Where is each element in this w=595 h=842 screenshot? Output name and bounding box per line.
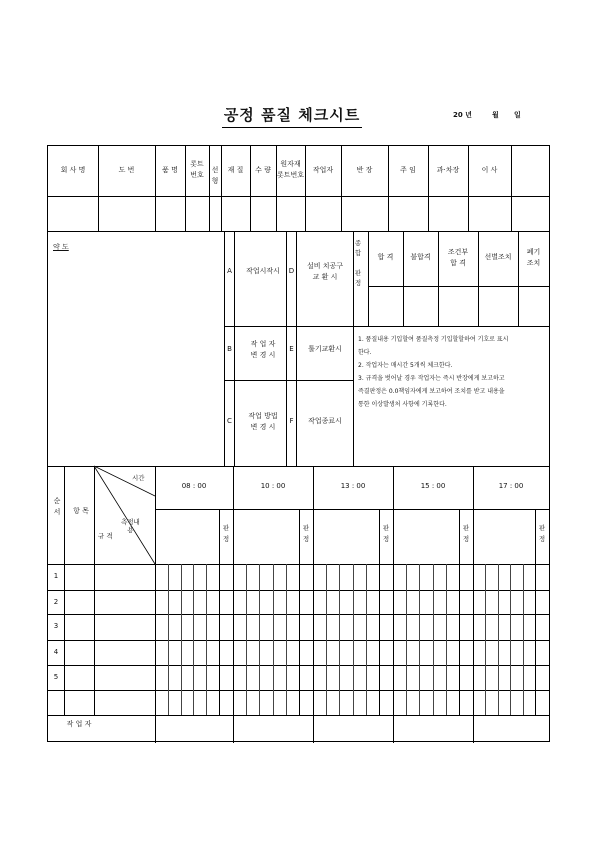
time-header-5: 17 : 00: [498, 482, 524, 490]
seq-label: 순 서: [53, 497, 61, 516]
judgement-4: 선별조치: [484, 253, 512, 261]
event-label-C: 작업 방법 변 경 시: [248, 412, 278, 431]
header-cell-10: 반 장: [356, 166, 373, 174]
event-code-F: F: [289, 417, 294, 425]
judgement-5: 폐기 조치: [526, 248, 541, 267]
judge-header-2: 판 정: [302, 524, 310, 543]
header-cell-11: 주 임: [400, 166, 416, 174]
event-code-D: D: [288, 267, 295, 275]
row-number-2: 2: [53, 598, 59, 606]
note-line-6: 통한 이상발생처 사항에 기록한다.: [358, 401, 447, 408]
header-cell-9: 작업자: [312, 166, 334, 174]
date-day: 일: [514, 111, 521, 119]
judge-header-5: 판 정: [538, 524, 546, 543]
header-cell-7: 수 량: [255, 166, 271, 174]
event-label-A: 작업시작시: [246, 267, 280, 275]
judgement-label: 종 합 판 정: [354, 239, 362, 287]
row-number-1: 1: [53, 572, 59, 580]
judge-header-1: 판 정: [222, 524, 230, 543]
time-header-3: 13 : 00: [340, 482, 366, 490]
judge-header-4: 판 정: [462, 524, 470, 543]
note-line-3: 2. 작업자는 매시간 5개씩 체크한다.: [358, 362, 453, 369]
header-cell-4: 롯트 번호: [190, 160, 204, 179]
note-line-4: 3. 규격을 벗어날 경우 작업자는 즉시 반장에게 보고하고: [358, 375, 505, 382]
note-line-2: 한다.: [358, 349, 372, 356]
note-line-1: 1. 품질내용 기입할여 품질측정 기입할할하여 기호로 표시: [358, 336, 509, 343]
date-year: 20 년: [453, 111, 472, 119]
event-label-F: 작업종료시: [308, 417, 342, 425]
header-cell-12: 과·차장: [436, 166, 460, 174]
page-title: 공정 품질 체크시트: [222, 104, 362, 128]
event-code-C: C: [227, 417, 232, 425]
header-cell-3: 품 명: [162, 166, 178, 174]
time-header-1: 08 : 00: [181, 482, 207, 490]
judge-header-3: 판 정: [382, 524, 390, 543]
worker-label: 작 업 자: [66, 720, 92, 728]
judgement-3: 조건부 합 격: [447, 248, 469, 267]
check-sheet-form: [47, 145, 550, 742]
header-cell-6: 재 질: [227, 166, 244, 174]
event-code-B: B: [227, 345, 232, 353]
header-cell-5: 선형: [211, 166, 219, 185]
time-corner-label: 시간: [132, 474, 145, 482]
time-header-4: 15 : 00: [420, 482, 446, 490]
header-cell-1: 회 사 명: [60, 166, 86, 174]
time-header-2: 10 : 00: [260, 482, 286, 490]
row-number-3: 3: [53, 622, 59, 630]
measure-label: 측정내 용: [121, 518, 140, 534]
sketch-label: 약 도: [53, 243, 69, 251]
event-code-A: A: [227, 267, 232, 275]
judgement-2: 불합격: [410, 253, 431, 261]
event-label-E: 툴기교환시: [308, 345, 342, 353]
judgement-1: 합 격: [377, 253, 394, 261]
spec-label: 규 격: [98, 532, 113, 540]
item-label: 항 목: [73, 507, 89, 515]
event-code-E: E: [289, 345, 294, 353]
event-label-D: 설비 치공구 교 환 시: [306, 262, 344, 281]
note-line-5: 즉결판정은 0.0책임자에게 보고하여 조치를 받고 내용을: [358, 388, 505, 395]
row-number-4: 4: [53, 648, 59, 656]
corner-diagonals: [48, 146, 549, 743]
date-month: 월: [492, 111, 499, 119]
header-cell-13: 이 사: [481, 166, 498, 174]
event-label-B: 작 업 자 변 경 시: [250, 340, 276, 359]
header-cell-8: 원자재 롯트번호: [276, 160, 305, 179]
header-cell-2: 도 번: [118, 166, 135, 174]
row-number-5: 5: [53, 673, 59, 681]
